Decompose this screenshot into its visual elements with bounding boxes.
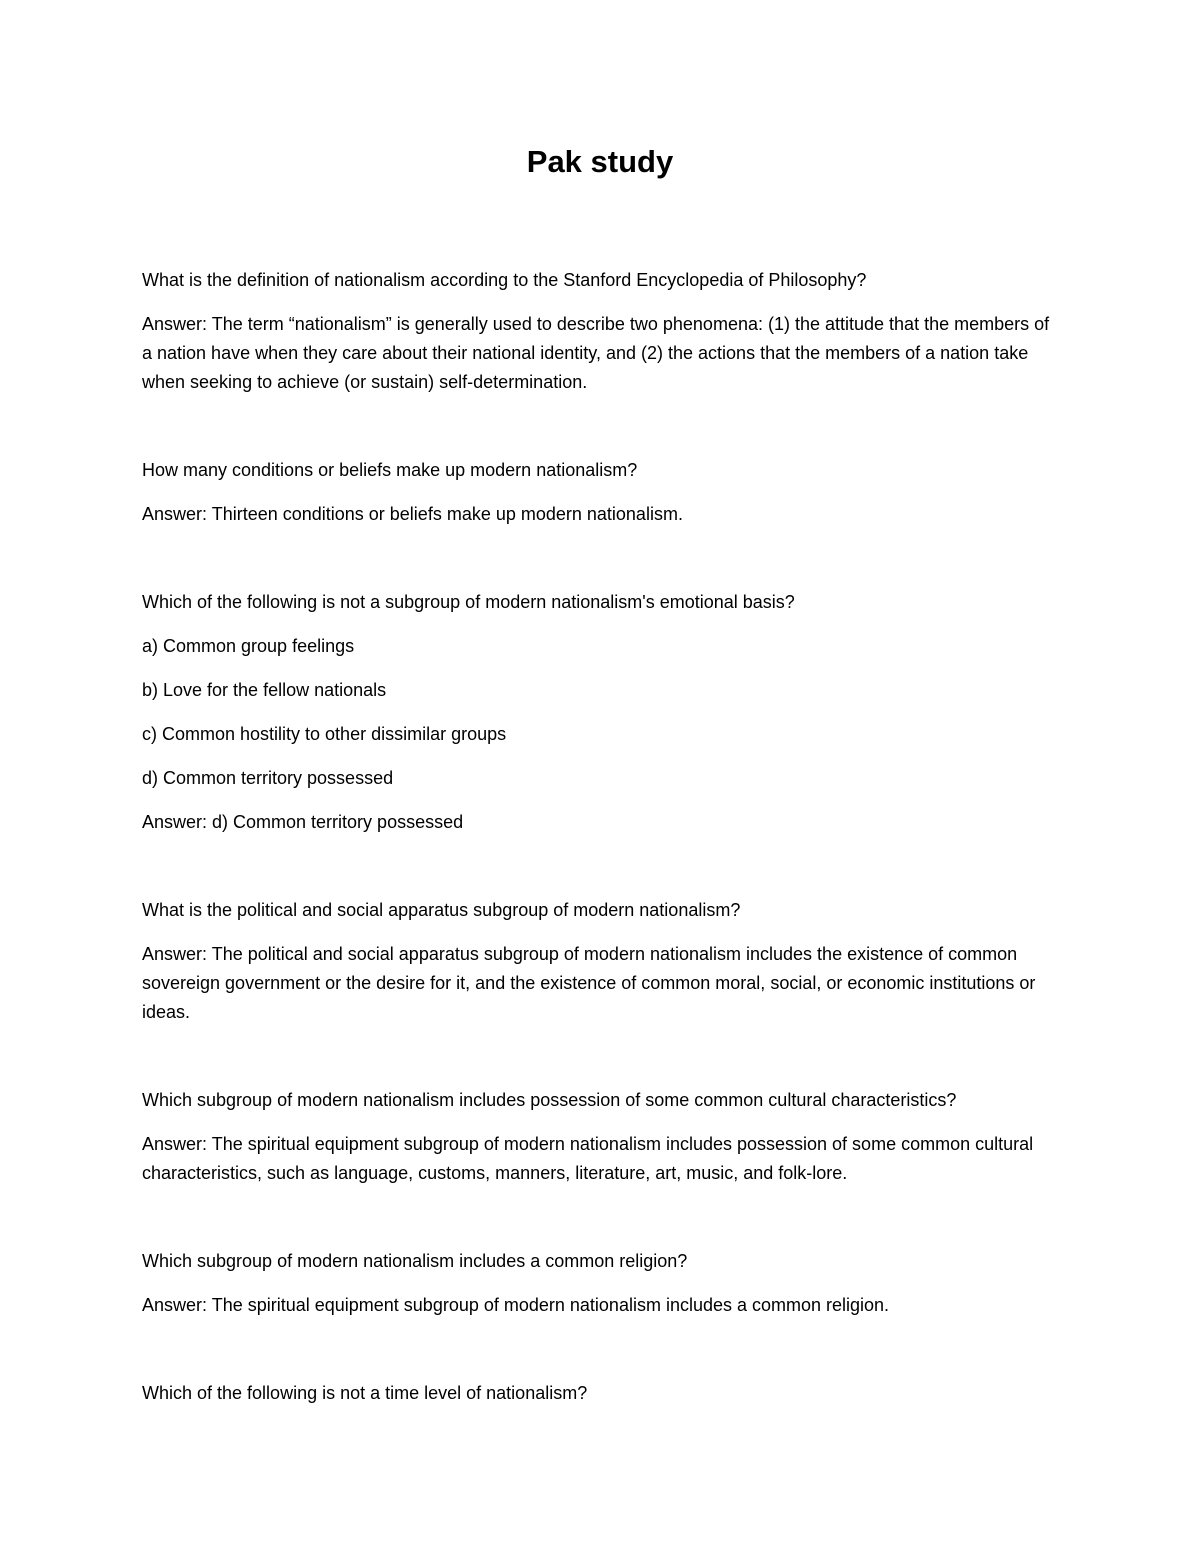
qa-item xyxy=(142,588,1062,837)
option-d: d) Common territory possessed xyxy=(142,768,394,788)
question-text: Which subgroup of modern nationalism includes possession of some common cultural characteristics? xyxy=(142,1090,957,1110)
option-c: c) Common hostility to other dissimilar groups xyxy=(142,724,507,744)
option-a: a) Common group feelings xyxy=(142,636,355,656)
qa-item xyxy=(142,1247,1062,1320)
qa-item xyxy=(142,1086,1062,1188)
answer-text: Answer: d) Common territory possessed xyxy=(142,812,464,832)
answer-text: Answer: The spiritual equipment subgroup of modern nationalism includes possession of some common cultural characteristics, such as language, customs, manners, literature, art, music, and folk-lore. xyxy=(142,1134,1034,1183)
option-b: b) Love for the fellow nationals xyxy=(142,680,387,700)
answer-text: Answer: The political and social apparatus subgroup of modern nationalism includes the existence of common sovereign government or the desire for it, and the existence of common moral, social, or economic institutions or ideas. xyxy=(142,944,1036,1022)
question-text: Which subgroup of modern nationalism includes a common religion? xyxy=(142,1251,688,1271)
qa-item xyxy=(142,896,1062,1027)
question-text: How many conditions or beliefs make up modern nationalism? xyxy=(142,460,638,480)
answer-text: Answer: Thirteen conditions or beliefs make up modern nationalism. xyxy=(142,504,683,524)
qa-item xyxy=(142,456,1062,529)
qa-item xyxy=(142,1379,1062,1408)
answer-text: Answer: The spiritual equipment subgroup of modern nationalism includes a common religion. xyxy=(142,1295,890,1315)
page-title: Pak study xyxy=(526,144,674,179)
question-text: Which of the following is not a subgroup of modern nationalism's emotional basis? xyxy=(142,592,795,612)
qa-list xyxy=(142,266,1062,1423)
question-text: What is the political and social apparatus subgroup of modern nationalism? xyxy=(142,900,741,920)
answer-text: Answer: The term “nationalism” is generally used to describe two phenomena: (1) the attitude that the members of a nation have when they care about their national identity, and (2) the actions that the members of a nation take when seeking to achieve (or sustain) self-determination. xyxy=(142,314,1050,392)
qa-item xyxy=(142,266,1062,397)
question-text: Which of the following is not a time level of nationalism? xyxy=(142,1383,588,1403)
question-text: What is the definition of nationalism according to the Stanford Encyclopedia of Philosophy? xyxy=(142,270,867,290)
